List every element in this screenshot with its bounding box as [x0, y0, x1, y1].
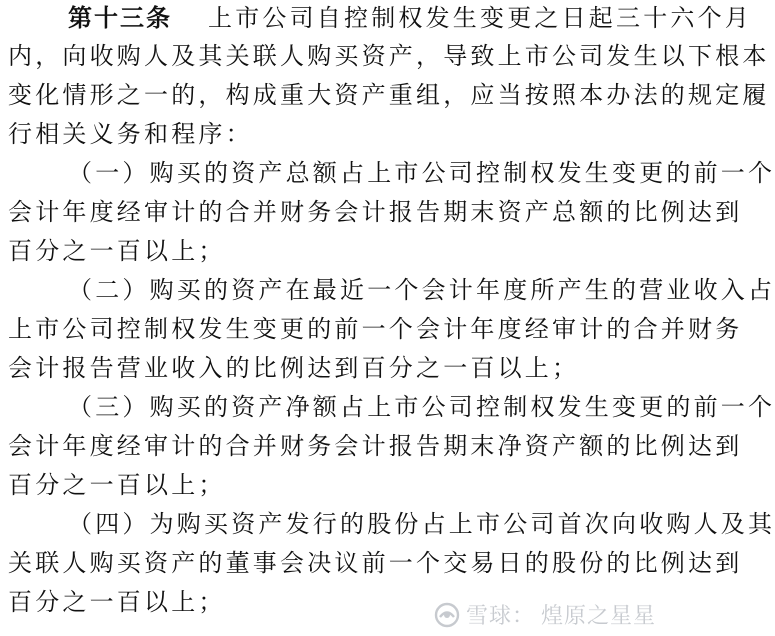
list-item-line: （二）购买的资产在最近一个会计年度所产生的营业收入占 — [68, 276, 775, 304]
article-text-line: 内，向收购人及其关联人购买资产，导致上市公司发生以下根本 — [8, 42, 770, 70]
watermark-brand: 雪球： — [465, 604, 535, 629]
list-item-line: （一）购买的资产总额占上市公司控制权发生变更的前一个 — [68, 159, 775, 187]
list-item-line: 会计报告营业收入的比例达到百分之一百以上； — [8, 354, 580, 382]
watermark-author: 煌原之星星 — [540, 604, 656, 629]
list-item-line: 百分之一百以上； — [8, 237, 226, 265]
article-number: 第十三条 — [68, 4, 172, 32]
list-item-line: （四）为购买资产发行的股份占上市公司首次向收购人及其 — [68, 510, 775, 538]
list-item-line: 关联人购买资产的董事会决议前一个交易日的股份的比例达到 — [8, 549, 743, 577]
article-text-line: 变化情形之一的，构成重大资产重组，应当按照本办法的规定履 — [8, 81, 770, 109]
watermark — [434, 599, 656, 630]
list-item-line: 百分之一百以上； — [8, 588, 226, 616]
article-first-line — [68, 3, 752, 33]
list-item-line: （三）购买的资产净额占上市公司控制权发生变更的前一个 — [68, 393, 775, 421]
list-item-line: 百分之一百以上； — [8, 471, 226, 499]
snowball-logo-icon — [434, 602, 460, 628]
list-item-line: 会计年度经审计的合并财务会计报告期末净资产额的比例达到 — [8, 432, 743, 460]
list-item-line: 上市公司控制权发生变更的前一个会计年度经审计的合并财务 — [8, 315, 743, 343]
article-text-line: 行相关义务和程序： — [8, 120, 253, 148]
article-text-line: 上市公司自控制权发生变更之日起三十六个月 — [208, 4, 752, 32]
list-item-line: 会计年度经审计的合并财务会计报告期末资产总额的比例达到 — [8, 198, 743, 226]
